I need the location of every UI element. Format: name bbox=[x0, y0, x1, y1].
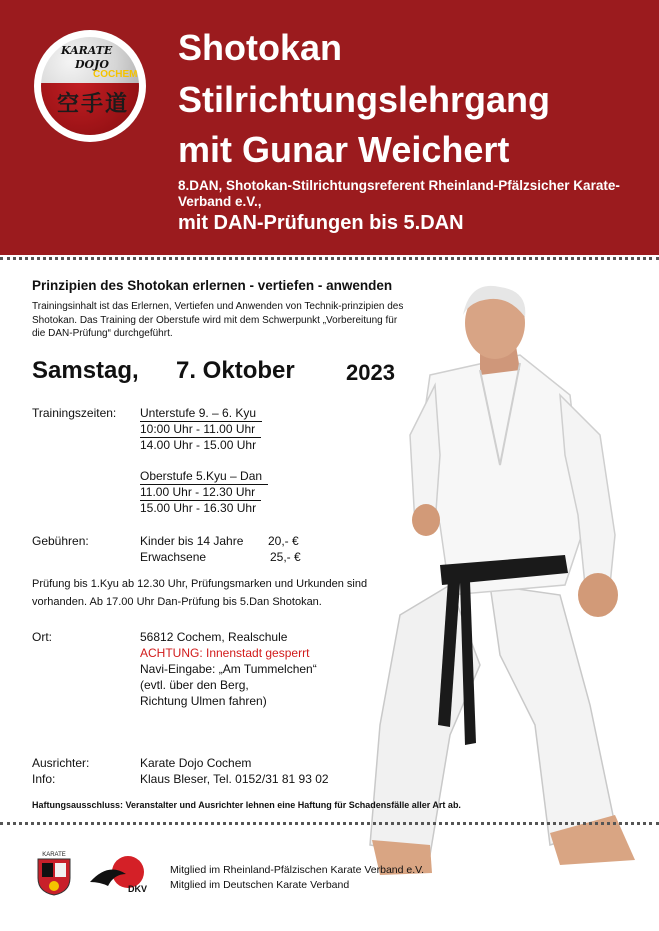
intro-heading: Prinzipien des Shotokan erlernen - vertiefen - anwenden bbox=[32, 278, 393, 293]
logo-kanji: 空手道 bbox=[57, 92, 130, 117]
dan-exam-subtitle: mit DAN-Prüfungen bis 5.DAN bbox=[178, 212, 464, 234]
fee-children-value: 20,- € bbox=[268, 534, 299, 548]
fee-adults-value: 25,- € bbox=[270, 550, 301, 564]
training-group2-title bbox=[140, 468, 268, 485]
membership-rlp: Mitglied im Rheinland-Pfälzischen Karate Verband e.V. bbox=[170, 864, 425, 876]
title-line-3: mit Gunar Weichert bbox=[178, 129, 510, 170]
group1-title-text: Unterstufe 9. – 6. Kyu bbox=[140, 405, 262, 422]
membership-dkv: Mitglied im Deutschen Karate Verband bbox=[170, 879, 350, 891]
intro-body: Trainingsinhalt ist das Erlernen, Vertiefen und Anwenden von Technik-prinzipien des Shotokan. Das Training der Oberstufe wird mit dem Schwerpunkt „Vorbereitung für die DAN-Prüfung“ durchgeführt. bbox=[32, 301, 404, 339]
training-group1-title bbox=[140, 405, 262, 422]
location-route-1: (evtl. über den Berg, bbox=[140, 678, 249, 692]
group2-time1-text: 11.00 Uhr - 12.30 Uhr bbox=[140, 484, 261, 501]
disclaimer: Haftungsausschluss: Veranstalter und Ausrichter lehnen eine Haftung für Schadensfälle aller Art ab. bbox=[32, 800, 461, 810]
fee-children-label: Kinder bis 14 Jahre bbox=[140, 534, 244, 548]
title-line-1: Shotokan bbox=[178, 27, 343, 68]
event-weekday: Samstag, bbox=[32, 357, 139, 384]
dotted-divider-top bbox=[0, 257, 659, 260]
location-address: 56812 Cochem, Realschule bbox=[140, 630, 288, 644]
logo2-text: DKV bbox=[128, 884, 148, 894]
fees-label: Gebühren: bbox=[32, 534, 89, 548]
info-label: Info: bbox=[32, 772, 56, 786]
location-route-2: Richtung Ulmen fahren) bbox=[140, 694, 267, 708]
event-date: 7. Oktober bbox=[176, 357, 295, 384]
location-navi: Navi-Eingabe: „Am Tummelchen“ bbox=[140, 662, 317, 676]
location-warning: ACHTUNG: Innenstadt gesperrt bbox=[140, 646, 310, 660]
fee-adults-label: Erwachsene bbox=[140, 550, 207, 564]
group2-title-text: Oberstufe 5.Kyu – Dan bbox=[140, 468, 268, 485]
logo-text-karate: KARATE bbox=[61, 44, 113, 57]
group1-time1-text: 10:00 Uhr - 11.00 Uhr bbox=[140, 421, 261, 438]
logo-emblem bbox=[41, 37, 139, 135]
logo-text-cochem: COCHEM bbox=[93, 69, 138, 80]
location-label: Ort: bbox=[32, 630, 52, 644]
training-group2-time2: 15.00 Uhr - 16.30 Uhr bbox=[140, 501, 257, 515]
logo-text-dojo: DOJO bbox=[75, 58, 109, 71]
rheinland-pfalz-karate-logo bbox=[34, 848, 74, 896]
training-group1-time1 bbox=[140, 421, 261, 438]
training-times-label: Trainingszeiten: bbox=[32, 406, 117, 420]
dkv-logo bbox=[88, 852, 150, 898]
exam-note: Prüfung bis 1.Kyu ab 12.30 Uhr, Prüfungsmarken und Urkunden sind vorhanden. Ab 17.00 Uhr Dan-Prüfung bis 5.Dan Shotokan. bbox=[32, 578, 368, 608]
instructor-subtitle: 8.DAN, Shotokan-Stilrichtungsreferent Rheinland-Pfälzsicher Karate-Verband e.V., bbox=[178, 178, 620, 209]
info-contact: Klaus Bleser, Tel. 0152/31 81 93 02 bbox=[140, 772, 329, 786]
training-group2-time1 bbox=[140, 484, 261, 501]
event-year: 2023 bbox=[346, 360, 395, 385]
logo1-text: KARATE bbox=[42, 852, 66, 858]
dotted-divider-bottom bbox=[0, 822, 659, 825]
organizer-label: Ausrichter: bbox=[32, 756, 90, 770]
training-group1-time2: 14.00 Uhr - 15.00 Uhr bbox=[140, 438, 257, 452]
organizer-value: Karate Dojo Cochem bbox=[140, 756, 252, 770]
title-line-2: Stilrichtungslehrgang bbox=[178, 79, 551, 120]
